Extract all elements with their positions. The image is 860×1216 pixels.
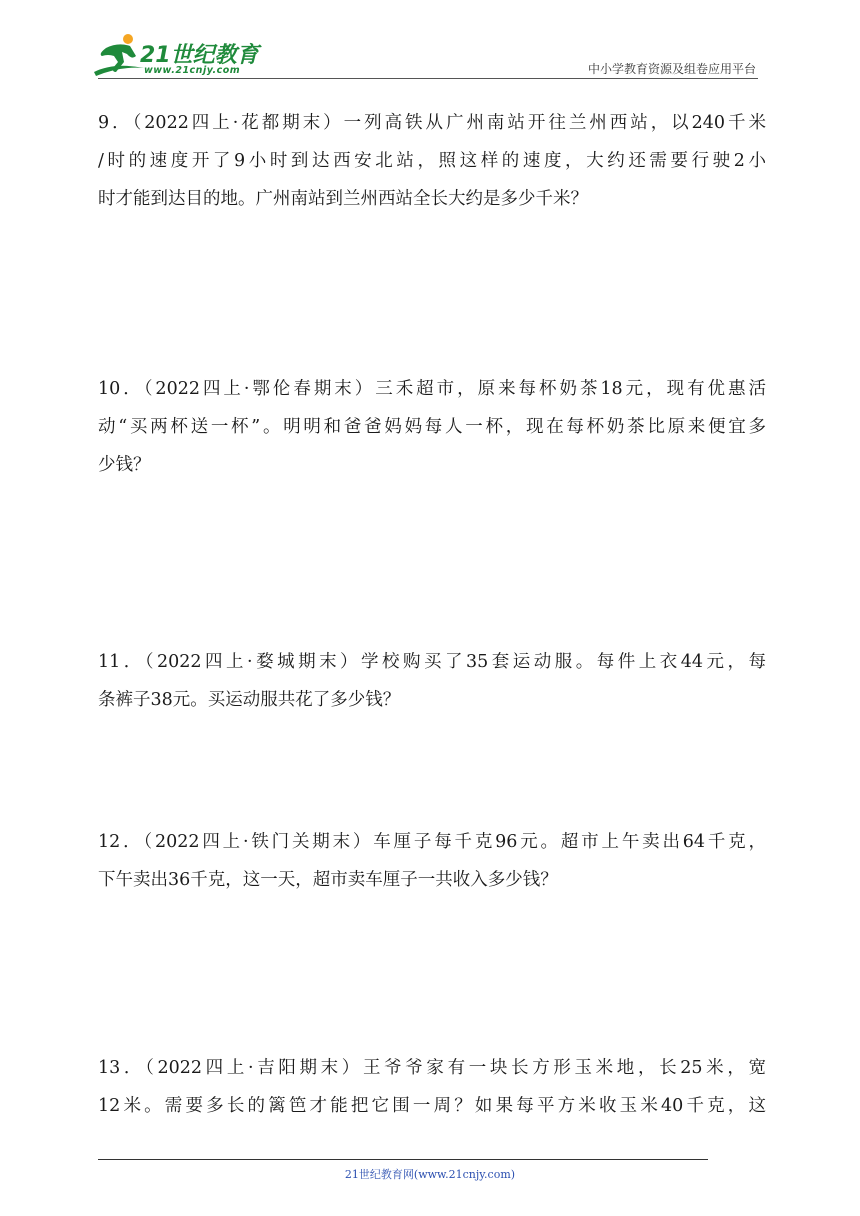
logo-url: www.21cnjy.com [144,65,241,76]
problem-line: 12米。需要多长的篱笆才能把它围一周？如果每平方米收玉米40千克，这 [98,1096,766,1116]
problem-10 [98,370,766,484]
problem-line: 9．（2022四上·花都期末）一列高铁从广州南站开往兰州西站，以240千米 [98,113,766,133]
header-divider [98,78,758,79]
logo-brand: 21世纪教育 [140,43,259,68]
page-header [0,0,860,90]
problem-line: 10．（2022四上·鄂伦春期末）三禾超市，原来每杯奶茶18元，现有优惠活 [98,379,766,399]
problem-line: /时的速度开了9小时到达西安北站，照这样的速度，大约还需要行驶2小 [98,151,766,171]
problem-line: 少钱？ [98,455,151,475]
problem-line: 条裤子38元。买运动服共花了多少钱？ [98,690,401,710]
footer-divider [98,1159,708,1160]
header-tagline: 中小学教育资源及组卷应用平台 [587,62,756,76]
problem-13 [98,1049,766,1125]
problem-line: 11．（2022四上·婺城期末）学校购买了35套运动服。每件上衣44元，每 [98,652,766,672]
problem-11 [98,643,766,719]
problem-line: 动“买两杯送一杯”。明明和爸爸妈妈每人一杯，现在每杯奶茶比原来便宜多 [98,417,766,437]
problem-line: 时才能到达目的地。广州南站到兰州西站全长大约是多少千米？ [98,189,588,209]
problem-12 [98,823,766,899]
footer-text: 21世纪教育网(www.21cnjy.com) [344,1168,516,1181]
problem-line: 12．（2022四上·铁门关期末）车厘子每千克96元。超市上午卖出64千克， [98,832,766,852]
problem-9 [98,104,766,218]
logo [92,32,272,84]
problem-line: 13．（2022四上·吉阳期末）王爷爷家有一块长方形玉米地，长25米，宽 [98,1058,766,1078]
problem-line: 下午卖出36千克，这一天，超市卖车厘子一共收入多少钱？ [98,870,558,890]
